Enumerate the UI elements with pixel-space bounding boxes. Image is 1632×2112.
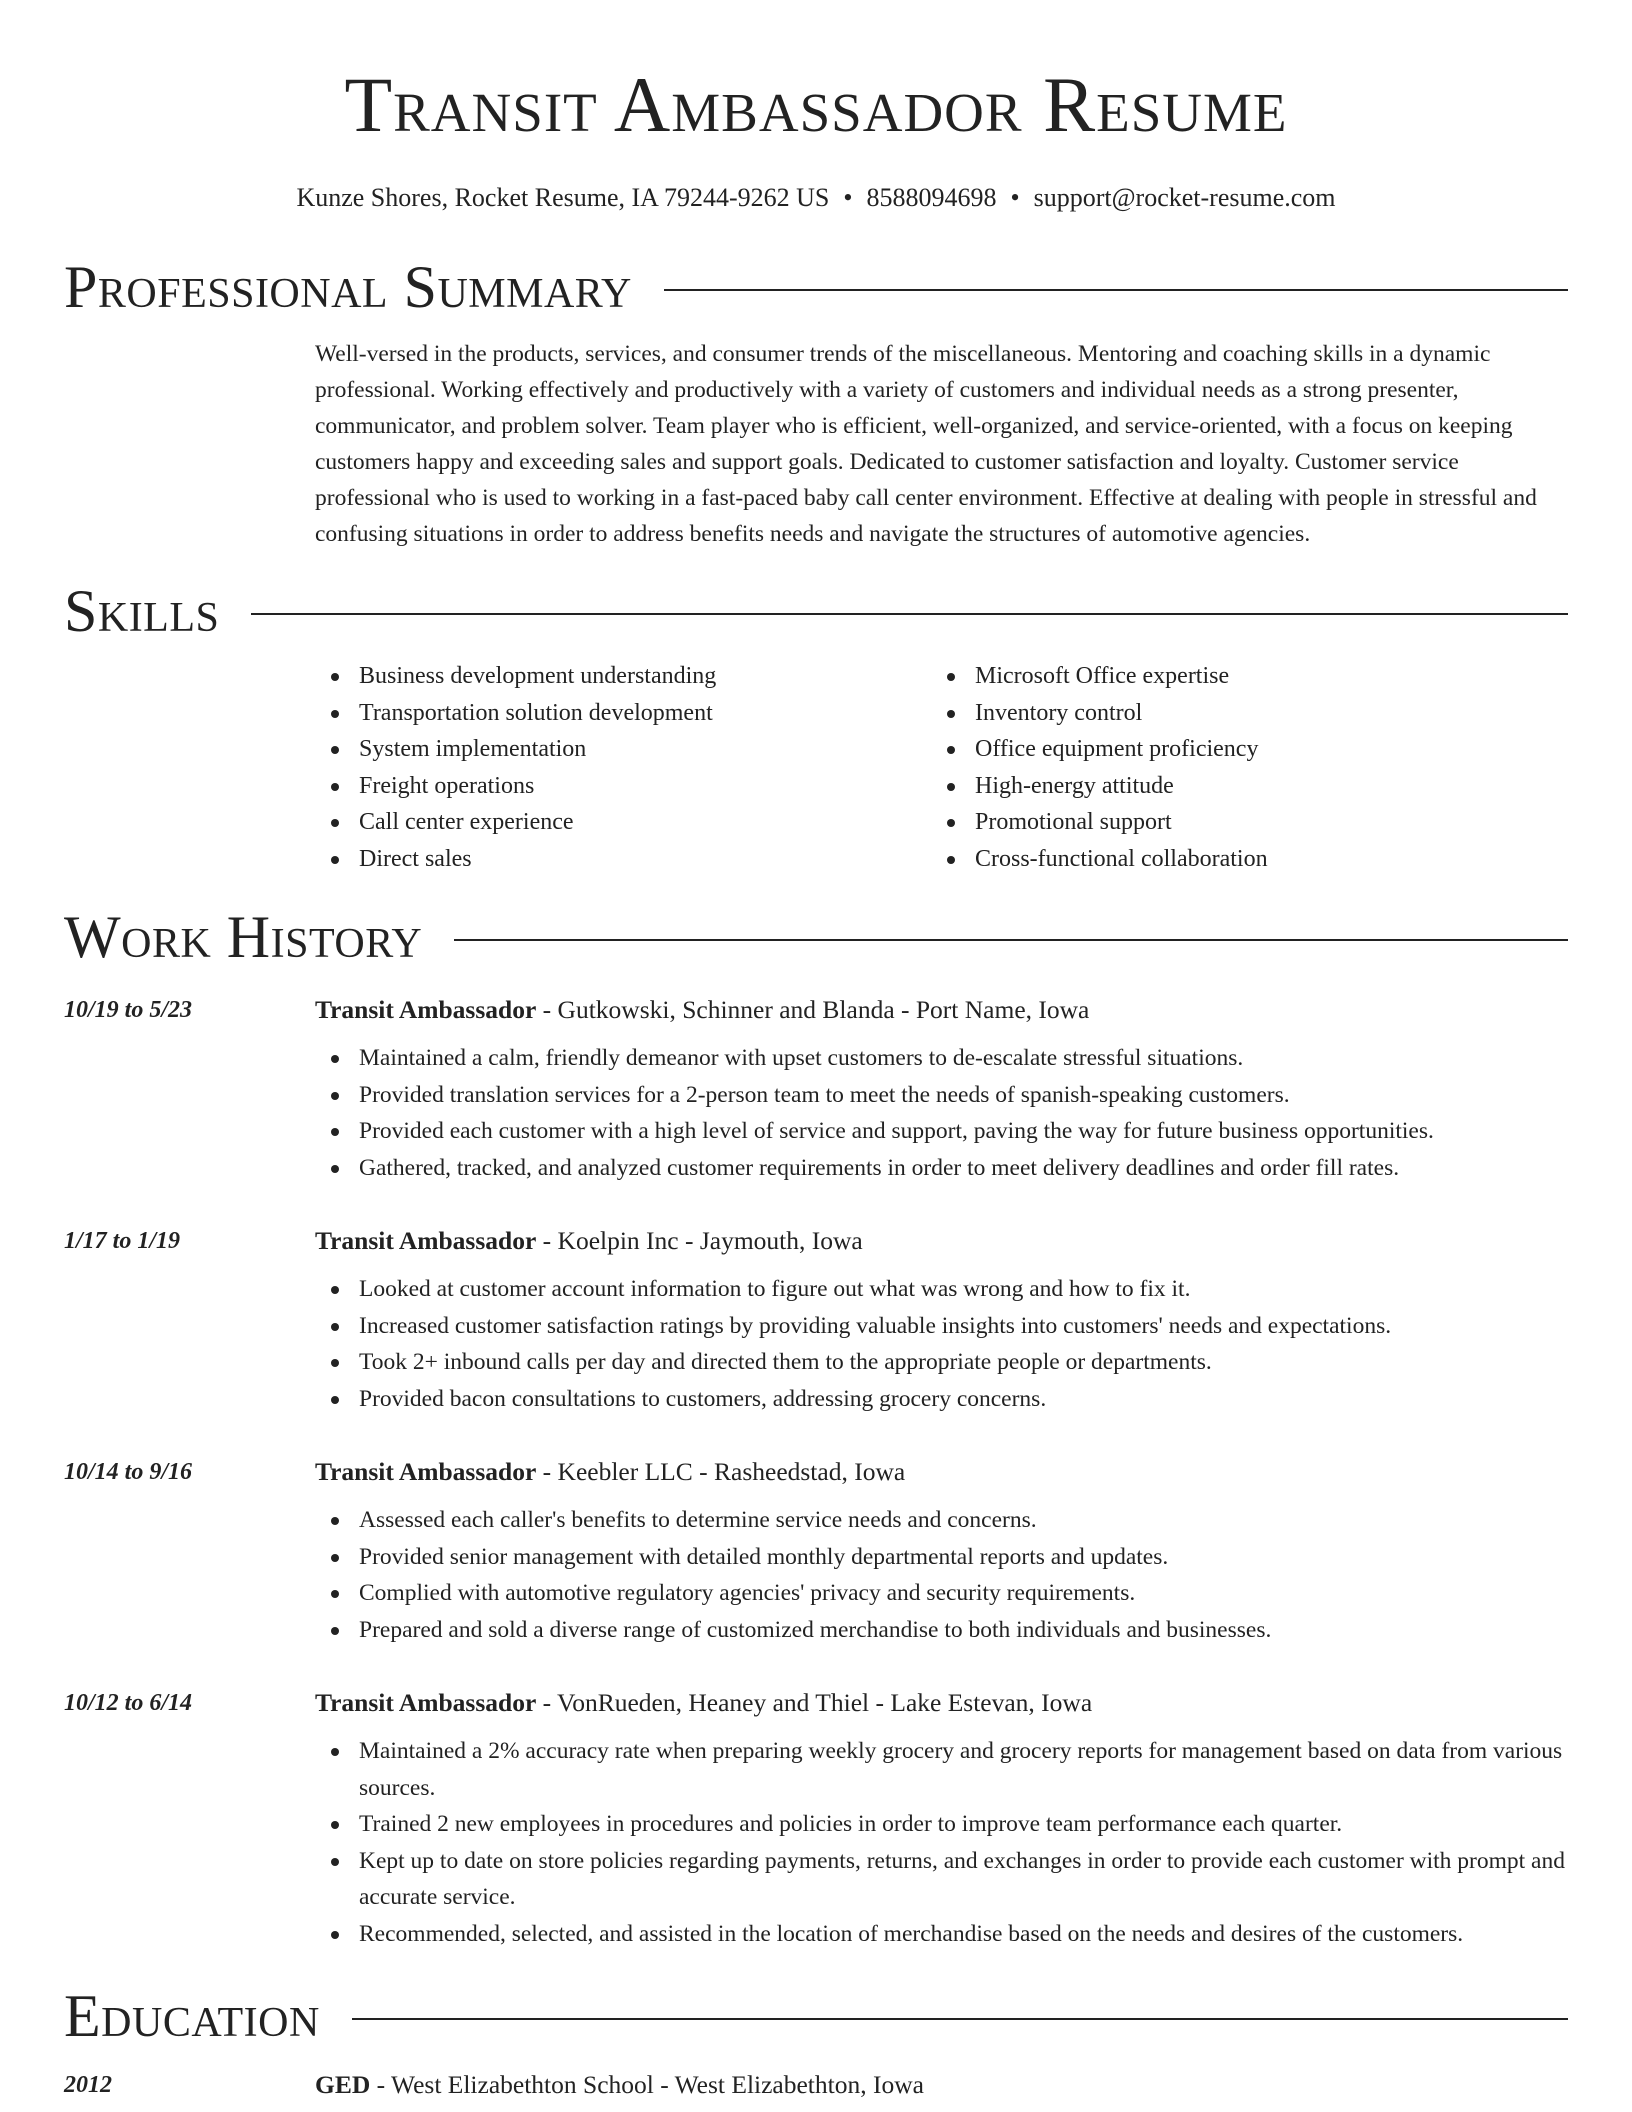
job-bullet: Provided translation services for a 2-person team to meet the needs of spanish-speaking customers. xyxy=(315,1077,1568,1114)
job-bullet: Recommended, selected, and assisted in the location of merchandise based on the needs and desires of the customers. xyxy=(315,1916,1568,1953)
job-bullet: Provided senior management with detailed monthly departmental reports and updates. xyxy=(315,1539,1568,1576)
job-title: Transit Ambassador xyxy=(315,1688,537,1717)
resume-title: Transit Ambassador Resume xyxy=(344,61,1288,148)
skill-item: Business development understanding xyxy=(315,658,895,695)
section-divider xyxy=(352,2018,1568,2020)
job-bullet: Provided bacon consultations to customers, addressing grocery concerns. xyxy=(315,1381,1568,1418)
section-title-education: Education xyxy=(64,1983,320,2049)
job-bullet: Looked at customer account information to figure out what was wrong and how to fix it. xyxy=(315,1271,1568,1308)
skill-item: High-energy attitude xyxy=(931,768,1531,805)
job-bullets xyxy=(315,1040,1568,1186)
section-header-work-history xyxy=(64,902,1568,972)
skill-item: Transportation solution development xyxy=(315,695,895,732)
job-bullets xyxy=(315,1271,1568,1417)
skill-item: Office equipment proficiency xyxy=(931,731,1531,768)
job-employer-location: - Koelpin Inc - Jaymouth, Iowa xyxy=(536,1226,863,1255)
job-title: Transit Ambassador xyxy=(315,1226,537,1255)
skill-item: Microsoft Office expertise xyxy=(931,658,1531,695)
contact-line xyxy=(0,182,1632,214)
job-bullet: Took 2+ inbound calls per day and directed them to the appropriate people or departments. xyxy=(315,1344,1568,1381)
job-bullet: Complied with automotive regulatory agencies' privacy and security requirements. xyxy=(315,1575,1568,1612)
section-title-skills: Skills xyxy=(64,578,220,644)
job-bullets xyxy=(315,1733,1568,1953)
bullet-separator: • xyxy=(1010,183,1020,212)
section-divider xyxy=(251,613,1568,615)
section-title-work-history: Work History xyxy=(64,904,423,970)
skills-list-right xyxy=(931,658,1531,878)
job-bullet: Gathered, tracked, and analyzed customer requirements in order to meet delivery deadlines and order fill rates. xyxy=(315,1150,1568,1187)
skill-item: Promotional support xyxy=(931,804,1531,841)
section-divider xyxy=(454,939,1568,941)
skill-item: Direct sales xyxy=(315,841,895,878)
job-employer-location: - VonRueden, Heaney and Thiel - Lake Estevan, Iowa xyxy=(536,1688,1093,1717)
job-bullet: Prepared and sold a diverse range of customized merchandise to both individuals and businesses. xyxy=(315,1612,1568,1649)
job-heading xyxy=(315,994,1089,1026)
contact-phone: 8588094698 xyxy=(866,183,997,212)
section-header-skills xyxy=(64,576,1568,646)
job-bullet: Maintained a calm, friendly demeanor with upset customers to de-escalate stressful situations. xyxy=(315,1040,1568,1077)
summary-text: Well-versed in the products, services, and consumer trends of the miscellaneous. Mentoring and coaching skills in a dynamic professional. Working effectively and productively with a variety of customers and individual needs as a strong presenter, communicator, and problem solver. Team player who is efficient, well-organized, and service-oriented, with a focus on keeping customers happy and exceeding sales and support goals. Dedicated to customer satisfaction and loyalty. Customer service professional who is used to working in a fast-paced baby call center environment. Effective at dealing with people in stressful and confusing situations in order to address benefits needs and navigate the structures of automotive agencies. xyxy=(315,341,1537,547)
job-title: Transit Ambassador xyxy=(315,1457,537,1486)
section-divider xyxy=(664,289,1568,291)
job-bullet: Trained 2 new employees in procedures and policies in order to improve team performance each quarter. xyxy=(315,1806,1568,1843)
bullet-separator: • xyxy=(843,183,853,212)
section-header-summary xyxy=(64,252,1568,322)
contact-address: Kunze Shores, Rocket Resume, IA 79244-9262 US xyxy=(296,183,830,212)
job-bullet: Provided each customer with a high level of service and support, paving the way for future business opportunities. xyxy=(315,1113,1568,1150)
job-heading xyxy=(315,1225,863,1257)
skill-item: System implementation xyxy=(315,731,895,768)
job-bullets xyxy=(315,1502,1568,1648)
skill-item: Cross-functional collaboration xyxy=(931,841,1531,878)
job-bullet: Kept up to date on store policies regarding payments, returns, and exchanges in order to provide each customer with prompt and accurate service. xyxy=(315,1843,1568,1916)
education-school-location: - West Elizabethton School - West Elizabethton, Iowa xyxy=(370,2070,924,2099)
skill-item: Call center experience xyxy=(315,804,895,841)
job-heading xyxy=(315,1687,1092,1719)
job-dates: 10/19 to 5/23 xyxy=(64,997,193,1023)
education-year: 2012 xyxy=(64,2072,112,2098)
skills-list-left xyxy=(315,658,895,878)
job-bullet: Maintained a 2% accuracy rate when preparing weekly grocery and grocery reports for management based on data from various sources. xyxy=(315,1733,1568,1806)
education-degree: GED xyxy=(315,2070,371,2099)
job-dates: 1/17 to 1/19 xyxy=(64,1228,181,1254)
job-dates: 10/14 to 9/16 xyxy=(64,1459,193,1485)
job-dates: 10/12 to 6/14 xyxy=(64,1690,193,1716)
education-heading xyxy=(315,2069,924,2101)
job-bullet: Increased customer satisfaction ratings by providing valuable insights into customers' needs and expectations. xyxy=(315,1308,1568,1345)
section-title-summary: Professional Summary xyxy=(64,254,632,320)
contact-email: support@rocket-resume.com xyxy=(1033,183,1336,212)
skill-item: Freight operations xyxy=(315,768,895,805)
job-title: Transit Ambassador xyxy=(315,995,537,1024)
job-employer-location: - Gutkowski, Schinner and Blanda - Port Name, Iowa xyxy=(536,995,1090,1024)
job-heading xyxy=(315,1456,905,1488)
job-employer-location: - Keebler LLC - Rasheedstad, Iowa xyxy=(536,1457,906,1486)
skill-item: Inventory control xyxy=(931,695,1531,732)
job-bullet: Assessed each caller's benefits to determine service needs and concerns. xyxy=(315,1502,1568,1539)
section-header-education xyxy=(64,1981,1568,2051)
